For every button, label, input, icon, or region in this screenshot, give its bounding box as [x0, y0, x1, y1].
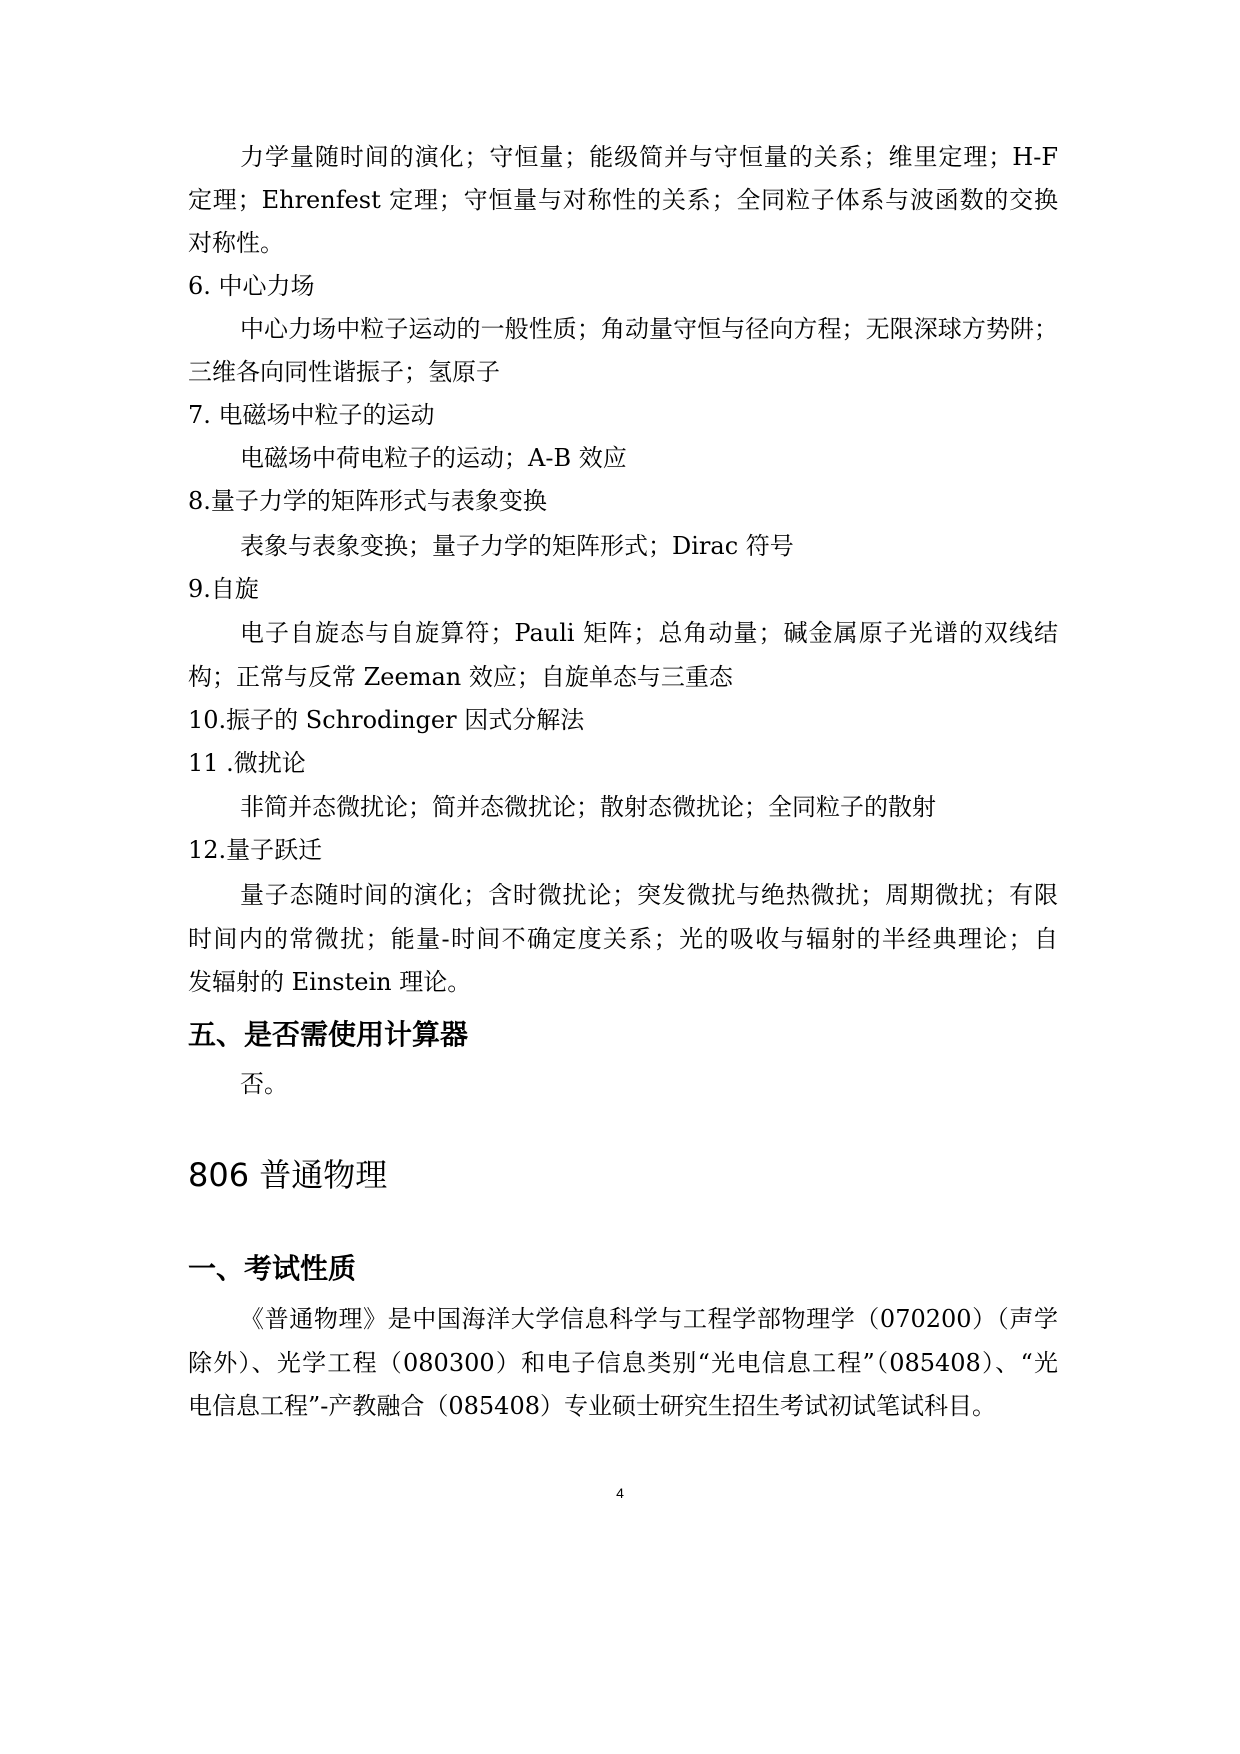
paragraph-line: 对称性。: [188, 229, 284, 257]
paragraph-line: 否。: [240, 1070, 288, 1098]
paragraph-line: 电信息工程”-产教融合（085408）专业硕士研究生招生考试初试笔试科目。: [188, 1392, 996, 1420]
paragraph-line: 时间内的常微扰；能量-时间不确定度关系；光的吸收与辐射的半经典理论；自: [188, 925, 1058, 953]
paragraph-line: 发辐射的 Einstein 理论。: [188, 968, 472, 996]
paragraph-line: 除外）、光学工程（080300）和电子信息类别“光电信息工程”（085408）、“光: [188, 1349, 1058, 1377]
item-title: 9.自旋: [188, 575, 259, 603]
item-title: 12.量子跃迁: [188, 836, 323, 864]
page-number: 4: [616, 1485, 624, 1501]
paragraph-line: 定理；Ehrenfest 定理；守恒量与对称性的关系；全同粒子体系与波函数的交换: [188, 186, 1058, 214]
item-title: 10.振子的 Schrodinger 因式分解法: [188, 706, 585, 734]
item-title: 7. 电磁场中粒子的运动: [188, 401, 435, 429]
item-title: 8.量子力学的矩阵形式与表象变换: [188, 487, 547, 515]
paragraph-line: 中心力场中粒子运动的一般性质；角动量守恒与径向方程；无限深球方势阱；: [240, 315, 1058, 343]
paragraph-line: 力学量随时间的演化；守恒量；能级简并与守恒量的关系；维里定理；H-F: [240, 143, 1058, 171]
paragraph-line: 非简并态微扰论；简并态微扰论；散射态微扰论；全同粒子的散射: [240, 793, 936, 821]
item-title: 11 .微扰论: [188, 749, 306, 777]
paragraph-line: 构；正常与反常 Zeeman 效应；自旋单态与三重态: [188, 663, 733, 691]
paragraph-line: 电子自旋态与自旋算符；Pauli 矩阵；总角动量；碱金属原子光谱的双线结: [240, 619, 1058, 647]
item-title: 6. 中心力场: [188, 272, 315, 300]
section-heading: 一、考试性质: [188, 1252, 357, 1285]
subject-title: 806 普通物理: [188, 1156, 388, 1194]
paragraph-line: 电磁场中荷电粒子的运动；A-B 效应: [240, 444, 627, 472]
paragraph-line: 三维各向同性谐振子；氢原子: [188, 358, 500, 386]
paragraph-line: 《普通物理》是中国海洋大学信息科学与工程学部物理学（070200）（声学: [240, 1305, 1058, 1333]
section-heading: 五、是否需使用计算器: [188, 1018, 469, 1051]
paragraph-line: 表象与表象变换；量子力学的矩阵形式；Dirac 符号: [240, 532, 794, 560]
paragraph-line: 量子态随时间的演化；含时微扰论；突发微扰与绝热微扰；周期微扰；有限: [240, 881, 1058, 909]
